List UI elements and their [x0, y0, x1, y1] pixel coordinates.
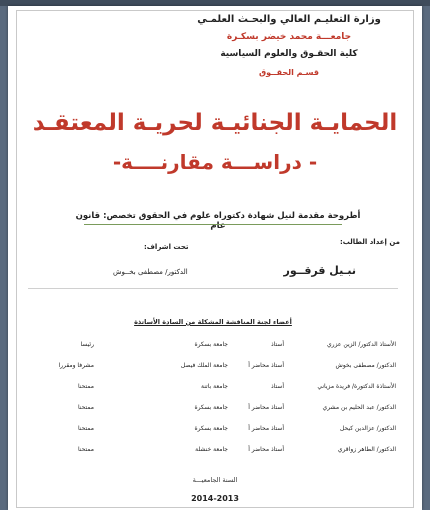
academic-year: 2014-2013 [191, 494, 239, 503]
member-university: جامعة خنشلة [195, 446, 228, 453]
member-role: ممتحنا [77, 425, 94, 432]
thesis-note: أطروحة مقدمة لنيل شهادة دكتوراه علوم في الحقوق تخصص: قانون عام [75, 211, 361, 231]
member-university: جامعة بسكرة [194, 341, 228, 348]
title-divider [84, 224, 342, 225]
member-role: ممتحنا [77, 446, 94, 453]
member-university: جامعة الملك فيصل [180, 362, 228, 369]
ministry-line: وزارة التعليـم العالي والبحـث العلمـي [197, 14, 381, 25]
committee-row [32, 383, 396, 395]
student-name: نبـيل قرقــور [283, 264, 356, 277]
committee-title: أعضاء لجنة المناقشة المشكلة من السادة الأساتذة [134, 318, 292, 326]
member-name: الدكتور/ مصطفى بخوش [335, 362, 396, 369]
member-role: ممتحنا [77, 404, 94, 411]
institution-header [174, 14, 404, 77]
member-name: الدكتور/ الطاهر زواقري [337, 446, 396, 453]
thesis-subtitle: - دراســـة مقارنــــة- [112, 150, 318, 174]
member-university: جامعة بسكرة [194, 425, 228, 432]
committee-row [32, 404, 396, 416]
member-name: الدكتور/ عزالدين كيحل [339, 425, 396, 432]
member-role: ممتحنا [77, 383, 94, 390]
committee-row [32, 362, 396, 374]
member-rank: أستاذ [270, 383, 284, 390]
faculty-line: كلية الحقـوق والعلوم السياسية [220, 49, 358, 59]
academic-year-label: السنة الجامعيـــة [192, 476, 238, 484]
member-role: مشرفا ومقررا [58, 362, 94, 369]
document-page [8, 6, 422, 510]
student-label: من إعداد الطالب: [339, 238, 400, 246]
member-name: الأستاذة الدكتورة/ فريدة مزياني [317, 383, 396, 390]
member-rank: أستاذ محاضر أ [248, 404, 284, 411]
member-rank: أستاذ [270, 341, 284, 348]
committee-row [32, 341, 396, 353]
university-line: جامعـــة محمد خيضر بسكـرة [226, 32, 352, 42]
member-rank: أستاذ محاضر أ [248, 425, 284, 432]
member-name: الأستاذ الدكتور/ الزين عزري [326, 341, 396, 348]
committee-row [32, 446, 396, 458]
member-rank: أستاذ محاضر أ [248, 446, 284, 453]
member-university: جامعة باتنة [201, 383, 228, 390]
department-line: قسـم الحقــوق [258, 68, 320, 77]
member-role: رئيسا [80, 341, 94, 348]
supervisor-name: الدكتور/ مصطفى بخــوش [113, 268, 188, 276]
supervisor-label: تحت اشراف: [144, 243, 189, 251]
committee-row [32, 425, 396, 437]
member-name: الدكتور/ عبد الحليم بن مشري [322, 404, 396, 411]
member-university: جامعة بسكرة [194, 404, 228, 411]
section-divider [28, 288, 398, 289]
thesis-title: الحمايـة الجنائيـة لحريـة المعتقـد [32, 110, 398, 136]
member-rank: أستاذ محاضر أ [248, 362, 284, 369]
